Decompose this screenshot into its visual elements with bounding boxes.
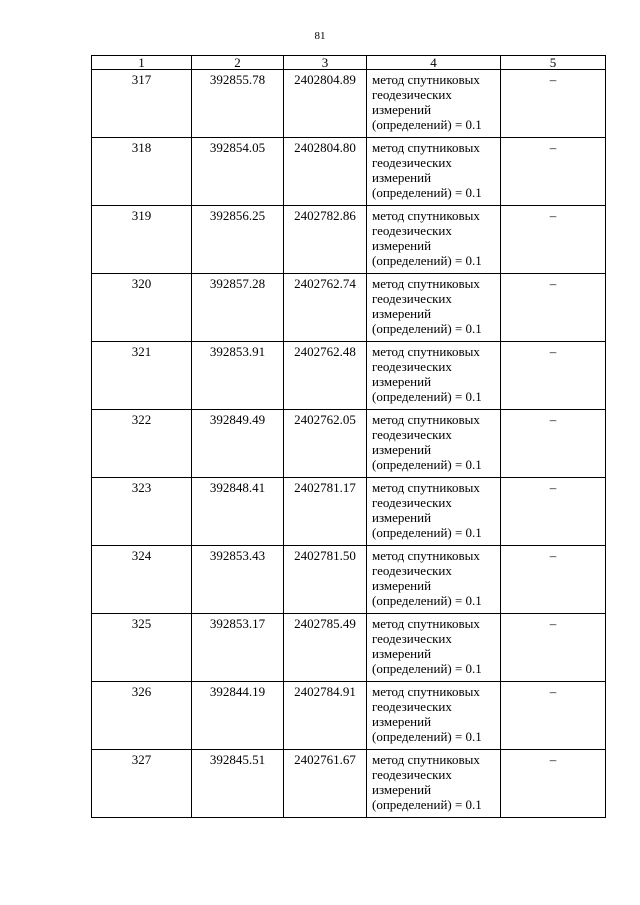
method-line: геодезических — [372, 359, 452, 374]
page-number: 81 — [314, 30, 326, 42]
x-coordinate-cell: 392856.25 — [192, 206, 284, 274]
method-line: измерений — [372, 646, 432, 661]
method-line: (определений) = 0.1 — [372, 593, 482, 608]
method-line: метод спутниковых — [372, 344, 480, 359]
method-line: геодезических — [372, 223, 452, 238]
method-cell — [367, 682, 501, 750]
method-line: метод спутниковых — [372, 208, 480, 223]
method-line: (определений) = 0.1 — [372, 185, 482, 200]
method-line: геодезических — [372, 631, 452, 646]
method-line: измерений — [372, 714, 432, 729]
method-line: геодезических — [372, 563, 452, 578]
method-cell — [367, 274, 501, 342]
method-line: (определений) = 0.1 — [372, 729, 482, 744]
y-coordinate-cell: 2402762.48 — [284, 342, 367, 410]
point-number-cell: 319 — [92, 206, 192, 274]
point-number-cell: 327 — [92, 750, 192, 818]
x-coordinate-cell: 392848.41 — [192, 478, 284, 546]
method-line: метод спутниковых — [372, 140, 480, 155]
method-line: измерений — [372, 306, 432, 321]
point-number-cell: 317 — [92, 70, 192, 138]
x-coordinate-cell: 392844.19 — [192, 682, 284, 750]
table-header-row — [92, 56, 606, 70]
method-line: метод спутниковых — [372, 480, 480, 495]
method-line: геодезических — [372, 495, 452, 510]
y-coordinate-cell: 2402804.80 — [284, 138, 367, 206]
table-row — [92, 138, 606, 206]
table-row — [92, 274, 606, 342]
coordinates-table — [91, 55, 606, 818]
x-coordinate-cell: 392857.28 — [192, 274, 284, 342]
method-line: измерений — [372, 170, 432, 185]
method-line: (определений) = 0.1 — [372, 117, 482, 132]
method-line: измерений — [372, 442, 432, 457]
note-cell: – — [501, 274, 606, 342]
method-line: геодезических — [372, 291, 452, 306]
x-coordinate-cell: 392849.49 — [192, 410, 284, 478]
method-cell — [367, 750, 501, 818]
column-header-1: 1 — [92, 56, 192, 70]
method-cell — [367, 342, 501, 410]
x-coordinate-cell: 392854.05 — [192, 138, 284, 206]
y-coordinate-cell: 2402761.67 — [284, 750, 367, 818]
method-line: (определений) = 0.1 — [372, 661, 482, 676]
x-coordinate-cell: 392853.43 — [192, 546, 284, 614]
method-cell — [367, 478, 501, 546]
note-cell: – — [501, 410, 606, 478]
table-row — [92, 478, 606, 546]
x-coordinate-cell: 392853.91 — [192, 342, 284, 410]
method-line: геодезических — [372, 767, 452, 782]
method-line: измерений — [372, 374, 432, 389]
table-row — [92, 614, 606, 682]
point-number-cell: 324 — [92, 546, 192, 614]
table-row — [92, 546, 606, 614]
method-line: геодезических — [372, 427, 452, 442]
y-coordinate-cell: 2402762.74 — [284, 274, 367, 342]
method-line: метод спутниковых — [372, 616, 480, 631]
column-header-4: 4 — [367, 56, 501, 70]
method-line: измерений — [372, 102, 432, 117]
method-cell — [367, 546, 501, 614]
note-cell: – — [501, 206, 606, 274]
method-line: измерений — [372, 510, 432, 525]
method-line: (определений) = 0.1 — [372, 457, 482, 472]
method-line: метод спутниковых — [372, 412, 480, 427]
method-line: измерений — [372, 782, 432, 797]
table-row — [92, 410, 606, 478]
method-cell — [367, 614, 501, 682]
method-line: (определений) = 0.1 — [372, 525, 482, 540]
method-line: (определений) = 0.1 — [372, 253, 482, 268]
point-number-cell: 321 — [92, 342, 192, 410]
point-number-cell: 318 — [92, 138, 192, 206]
method-cell — [367, 70, 501, 138]
y-coordinate-cell: 2402784.91 — [284, 682, 367, 750]
note-cell: – — [501, 750, 606, 818]
table-row — [92, 342, 606, 410]
note-cell: – — [501, 138, 606, 206]
table-row — [92, 70, 606, 138]
column-header-2: 2 — [192, 56, 284, 70]
column-header-5: 5 — [501, 56, 606, 70]
method-cell — [367, 138, 501, 206]
note-cell: – — [501, 614, 606, 682]
y-coordinate-cell: 2402781.17 — [284, 478, 367, 546]
method-line: измерений — [372, 578, 432, 593]
method-line: метод спутниковых — [372, 548, 480, 563]
y-coordinate-cell: 2402804.89 — [284, 70, 367, 138]
method-line: (определений) = 0.1 — [372, 321, 482, 336]
method-line: метод спутниковых — [372, 72, 480, 87]
y-coordinate-cell: 2402785.49 — [284, 614, 367, 682]
x-coordinate-cell: 392853.17 — [192, 614, 284, 682]
table-header — [92, 56, 606, 70]
note-cell: – — [501, 682, 606, 750]
column-header-3: 3 — [284, 56, 367, 70]
y-coordinate-cell: 2402782.86 — [284, 206, 367, 274]
method-line: (определений) = 0.1 — [372, 797, 482, 812]
note-cell: – — [501, 70, 606, 138]
method-line: метод спутниковых — [372, 684, 480, 699]
method-line: геодезических — [372, 155, 452, 170]
point-number-cell: 320 — [92, 274, 192, 342]
method-line: геодезических — [372, 699, 452, 714]
table-row — [92, 682, 606, 750]
method-line: измерений — [372, 238, 432, 253]
point-number-cell: 326 — [92, 682, 192, 750]
note-cell: – — [501, 342, 606, 410]
method-line: геодезических — [372, 87, 452, 102]
note-cell: – — [501, 478, 606, 546]
point-number-cell: 325 — [92, 614, 192, 682]
y-coordinate-cell: 2402781.50 — [284, 546, 367, 614]
table-body — [92, 70, 606, 818]
method-line: метод спутниковых — [372, 276, 480, 291]
x-coordinate-cell: 392845.51 — [192, 750, 284, 818]
method-line: (определений) = 0.1 — [372, 389, 482, 404]
method-line: метод спутниковых — [372, 752, 480, 767]
note-cell: – — [501, 546, 606, 614]
point-number-cell: 323 — [92, 478, 192, 546]
table-row — [92, 206, 606, 274]
table-row — [92, 750, 606, 818]
method-cell — [367, 206, 501, 274]
method-cell — [367, 410, 501, 478]
x-coordinate-cell: 392855.78 — [192, 70, 284, 138]
point-number-cell: 322 — [92, 410, 192, 478]
y-coordinate-cell: 2402762.05 — [284, 410, 367, 478]
